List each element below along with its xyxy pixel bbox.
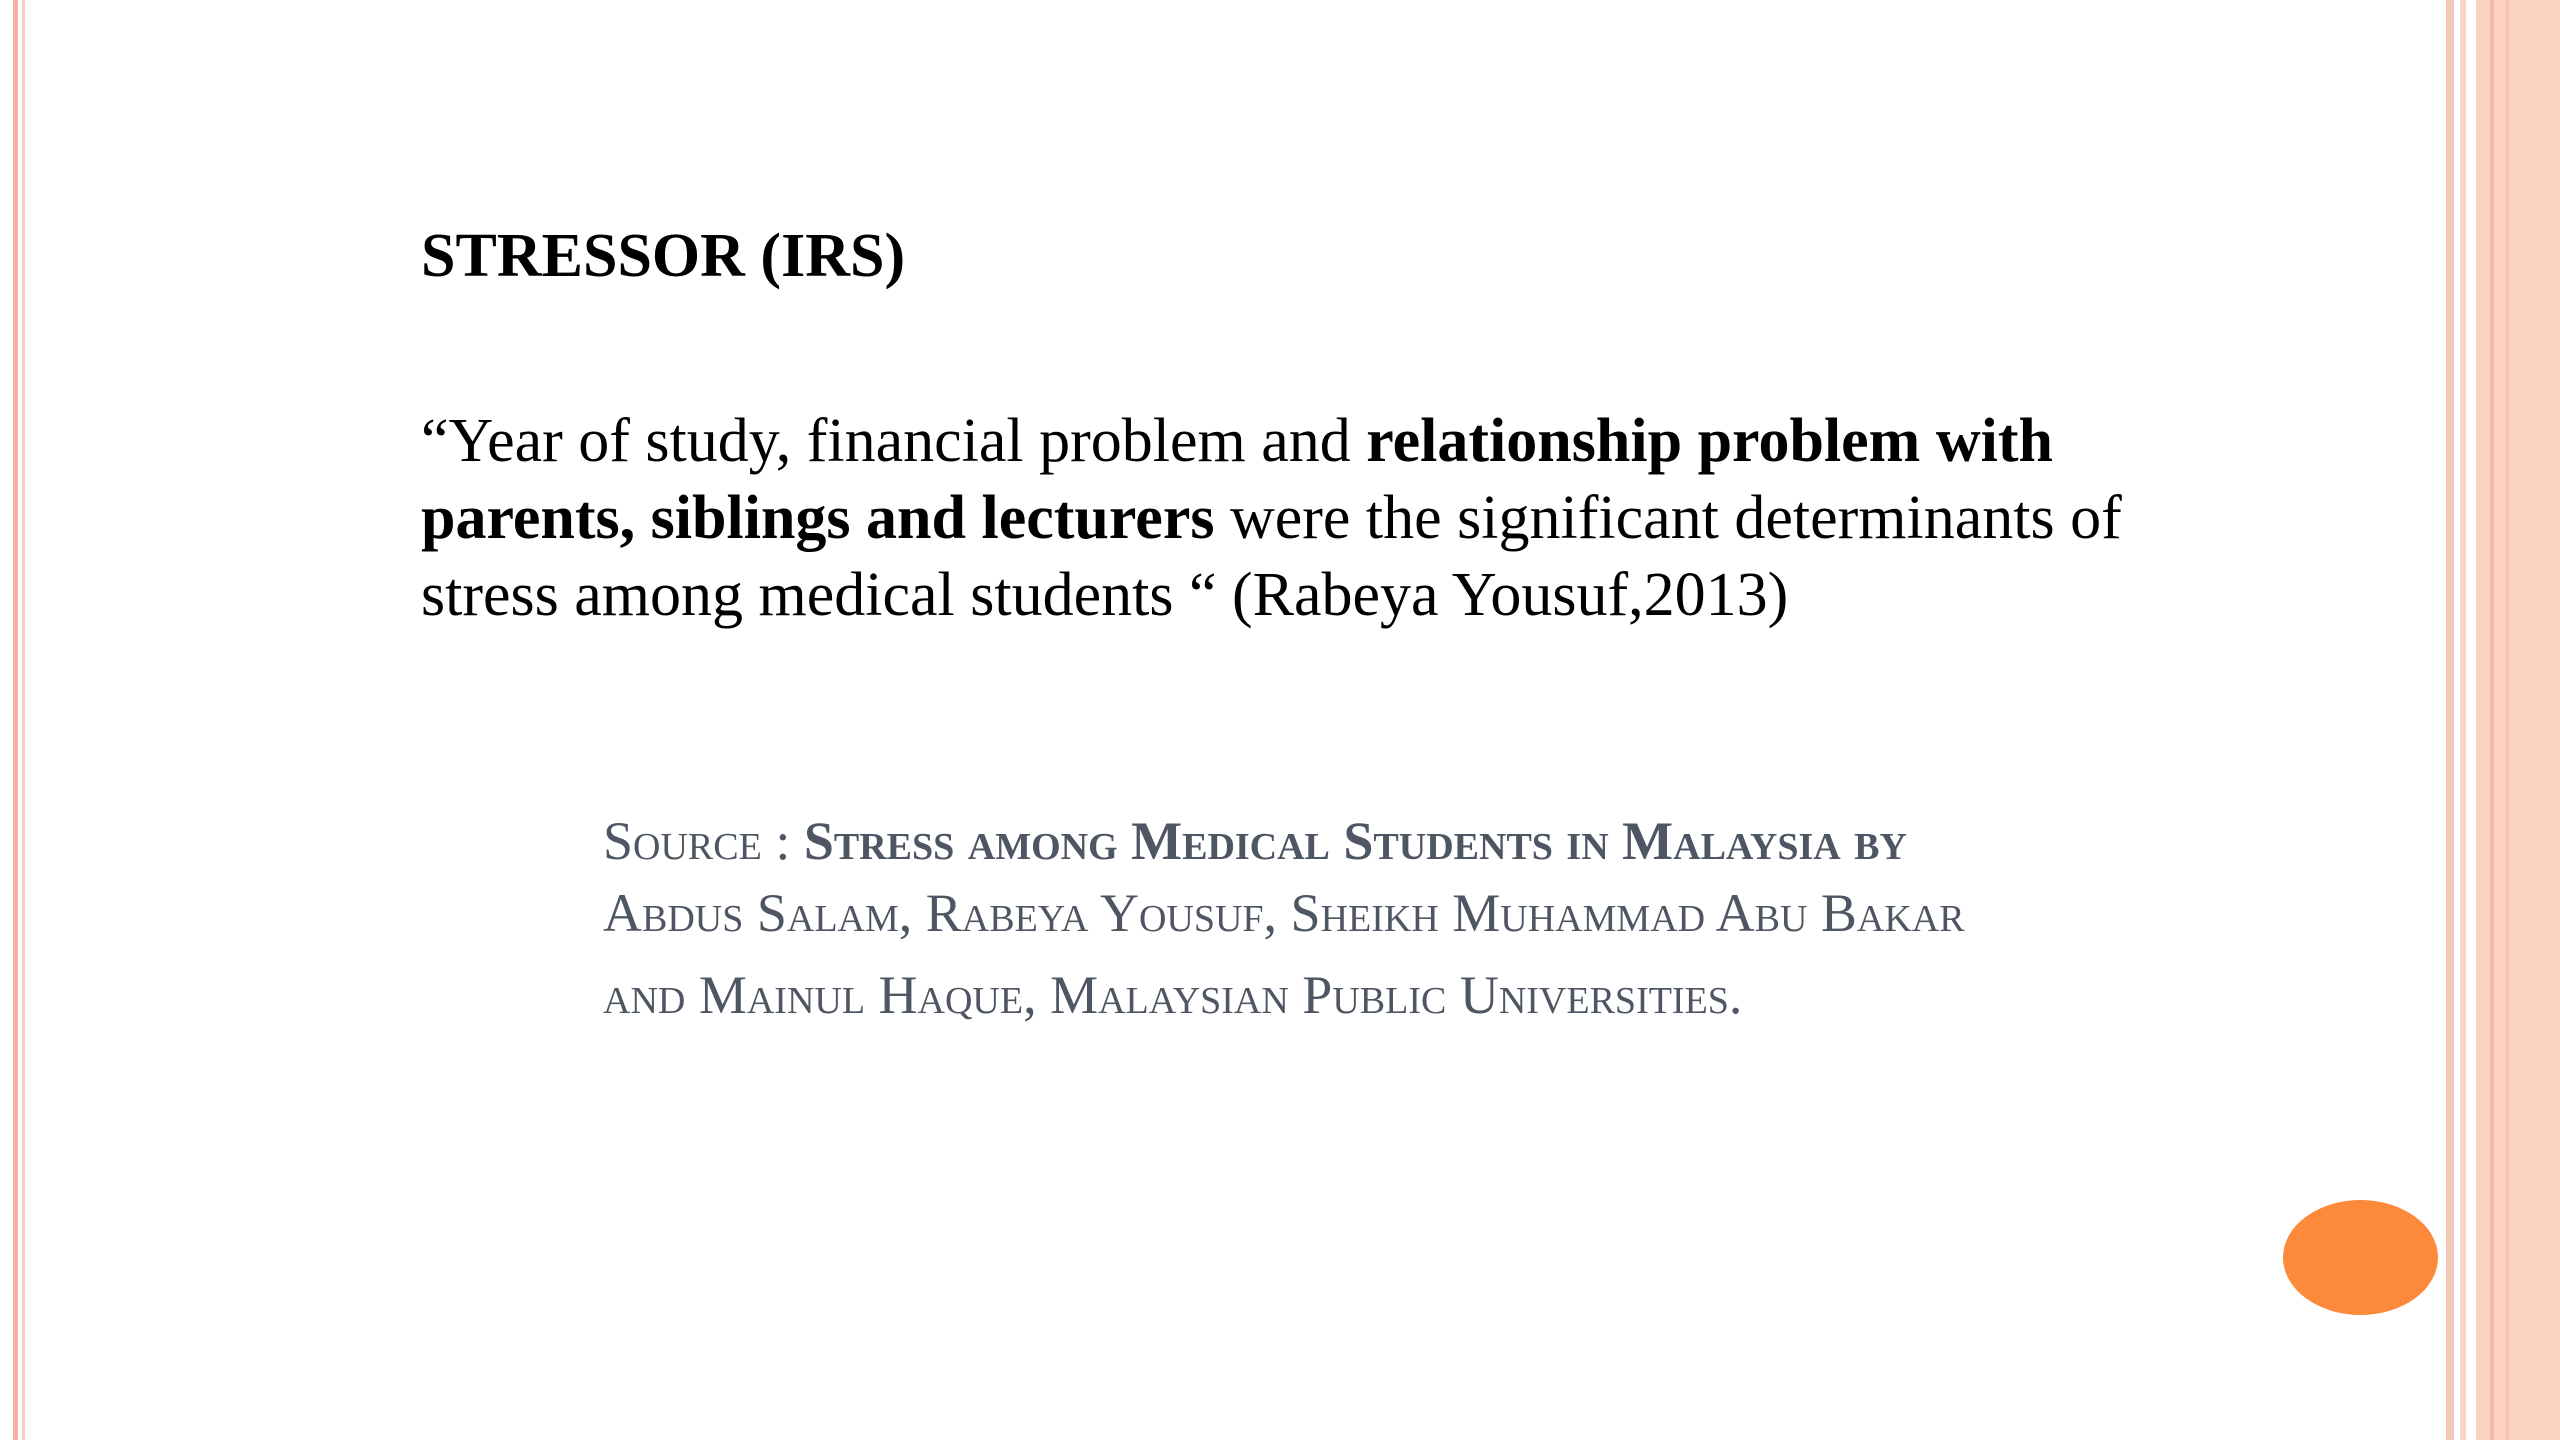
right-border-line [2460, 0, 2466, 1440]
source-authors: Abdus Salam, Rabeya Yousuf, Sheikh Muhammad Abu Bakar [603, 883, 1965, 943]
right-border-decoration [2446, 0, 2560, 1440]
source-affiliation: and Mainul Haque, Malaysian Public Universities. [603, 965, 1743, 1025]
right-border-line [2446, 0, 2454, 1440]
left-border-decoration [0, 0, 31, 1440]
source-citation [603, 805, 2283, 1031]
right-border-line [2506, 0, 2509, 1440]
source-prefix: Source : [603, 811, 804, 871]
slide-heading: STRESSOR (IRS) [421, 222, 906, 290]
left-border-line [13, 0, 18, 1440]
left-border-line [22, 0, 25, 1440]
quote-text-start: “Year of study, financial problem and [421, 407, 1367, 475]
quote-emphasis: relationship problem with parents, siblings and lecturers [421, 407, 2053, 552]
decorative-orange-dot [2283, 1200, 2438, 1315]
slide-quote [421, 403, 2141, 634]
right-border-line [2490, 0, 2494, 1440]
right-border-band [2476, 0, 2560, 1440]
quote-text-end: were the significant determinants of stress among medical students “ (Rabeya Yousuf,2013) [421, 484, 2122, 629]
source-title: Stress among Medical Students in Malaysia by [803, 811, 1907, 871]
